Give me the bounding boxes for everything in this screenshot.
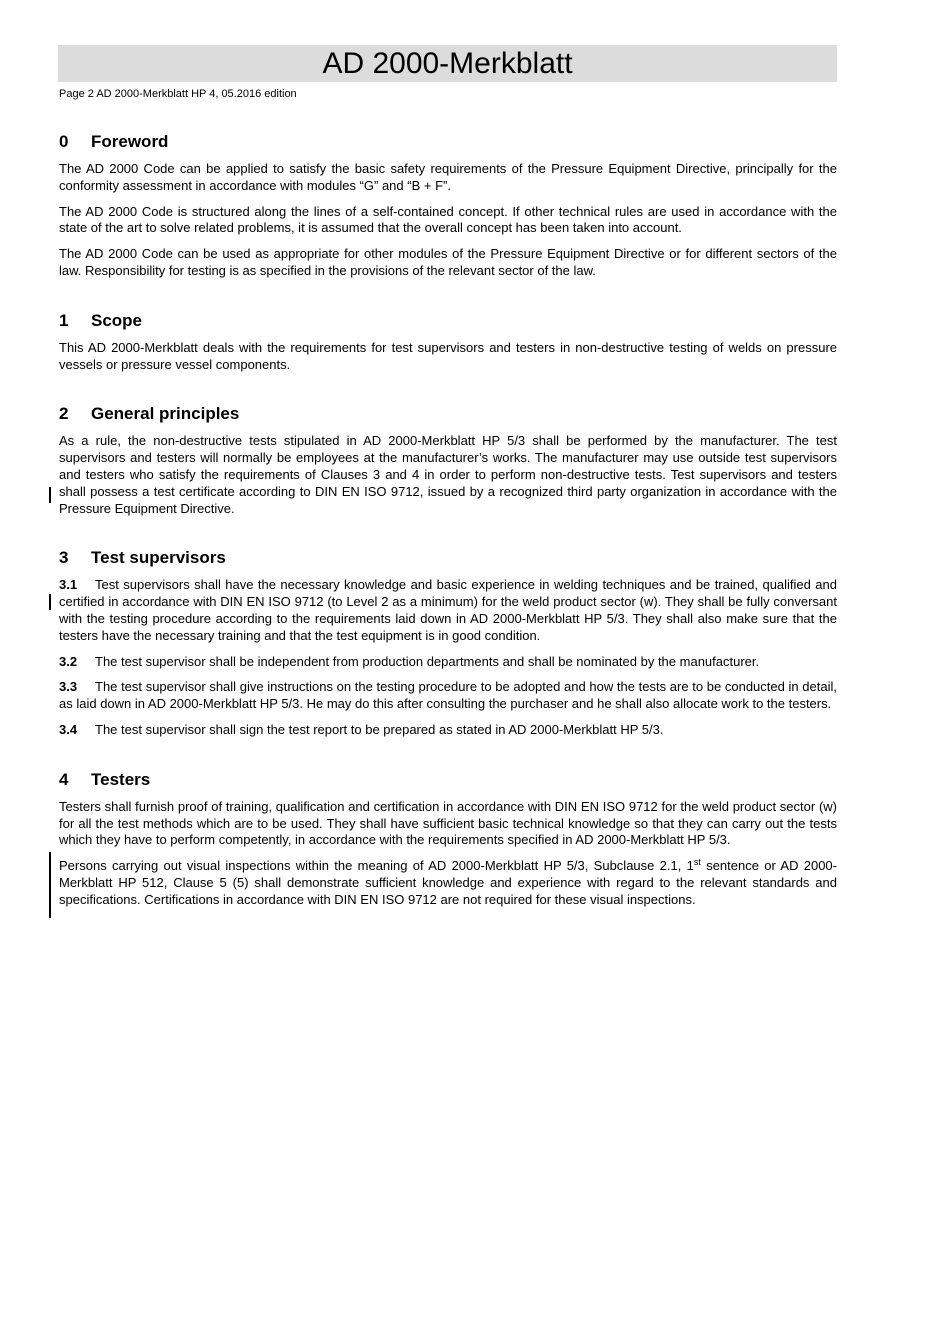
section-title: Foreword <box>91 132 169 151</box>
paragraph: The AD 2000 Code is structured along the lines of a self-contained concept. If other technical rules are used in accordance with the state of the art to solve related problems, it is assumed that the overall concept has been taken into account. <box>59 203 837 236</box>
section-number: 2 <box>59 404 69 424</box>
change-bar <box>49 852 51 918</box>
subclause-text: The test supervisor shall be independent from production departments and shall be nominated by the manufacturer. <box>95 653 760 669</box>
section-title: Test supervisors <box>91 548 226 568</box>
subclause <box>59 577 837 644</box>
section-heading <box>59 132 837 152</box>
subclause-number: 3.4 <box>59 721 78 737</box>
paragraph: The AD 2000 Code can be used as appropriate for other modules of the Pressure Equipment Directive or for different sectors of the law. Responsibility for testing is as specified in the provisions of the relevant sector of the law. <box>59 246 837 278</box>
paragraph-text: As a rule, the non-destructive tests stipulated in AD 2000-Merkblatt HP 5/3 shall be performed by the manufacturer. The test supervisors and testers will normally be employees at the manufacturer’s works. The manufacturer may use outside test supervisors and testers who satisfy the requirements of Clauses 3 and 4 in order to perform non-destructive tests. Test supervisors and testers shall possess a test certificate according to DIN EN ISO 9712, issued by a recognized third party organization in accordance with the Pressure Equipment Directive. <box>59 433 837 516</box>
subclause-number: 3.2 <box>59 653 78 669</box>
paragraph <box>59 433 837 517</box>
section-title: Testers <box>91 769 151 789</box>
section-heading <box>59 404 837 424</box>
paragraph: This AD 2000-Merkblatt deals with the requirements for test supervisors and testers in non-destructive testing of welds on pressure vessels or pressure vessel components. <box>59 339 837 372</box>
page-info: Page 2 AD 2000-Merkblatt HP 4, 05.2016 edition <box>59 88 297 100</box>
paragraph-text: sentence or AD 2000-Merkblatt HP 512, Clause 5 (5) shall demonstrate sufficient knowledge and experience with regard to the relevant standards and specifications. Certifications in accordance with DIN EN ISO 9712 are not required for these visual inspections. <box>59 858 837 907</box>
subclause-number: 3.3 <box>59 679 78 695</box>
superscript: st <box>693 857 701 868</box>
section-title: Scope <box>91 310 143 330</box>
subclause-number: 3.1 <box>59 577 78 593</box>
subclause-text: The test supervisor shall give instructions on the testing procedure to be adopted and how the tests are to be conducted in detail, as laid down in AD 2000-Merkblatt HP 5/3. He may do this after consulting the purchaser and he shall also allocate work to the testers. <box>59 679 837 712</box>
section-number: 3 <box>59 548 69 568</box>
subclause-text: The test supervisor shall sign the test report to be prepared as stated in AD 2000-Merkblatt HP 5/3. <box>95 721 664 737</box>
paragraph-text: Persons carrying out visual inspections within the meaning of AD 2000-Merkblatt HP 5/3, Subclause 2.1, 1 <box>59 858 694 874</box>
section-testers <box>59 770 837 909</box>
section-number: 4 <box>59 769 69 789</box>
section-foreword <box>59 132 837 280</box>
section-scope <box>59 311 837 374</box>
document-title: AD 2000-Merkblatt <box>58 45 837 82</box>
section-heading <box>59 548 837 568</box>
section-number: 0 <box>59 132 69 151</box>
section-heading <box>59 311 837 331</box>
subclause <box>59 679 837 713</box>
document-body <box>59 118 837 940</box>
section-test-supervisors <box>59 548 837 738</box>
section-general-principles <box>59 404 837 517</box>
paragraph <box>59 858 837 908</box>
change-bar <box>49 487 51 503</box>
subclause <box>59 722 837 739</box>
section-number: 1 <box>59 310 69 330</box>
subclause <box>59 654 837 671</box>
paragraph: Testers shall furnish proof of training, qualification and certification in accordance with DIN EN ISO 9712 for the weld product sector (w) for all the test methods which are to be used. They shall have sufficient basic technical knowledge so that they can carry out the tests which they have to perform competently, in accordance with the requirements specified in AD 2000-Merkblatt HP 5/3. <box>59 798 837 848</box>
change-bar <box>49 594 51 610</box>
section-heading <box>59 770 837 790</box>
paragraph: The AD 2000 Code can be applied to satisfy the basic safety requirements of the Pressure Equipment Directive, principally for the conformity assessment in accordance with modules “G” and “B + F”. <box>59 161 837 193</box>
subclause-text: Test supervisors shall have the necessary knowledge and basic experience in welding techniques and be trained, qualified and certified in accordance with DIN EN ISO 9712 (to Level 2 as a minimum) for the weld product sector (w). They shall be fully conversant with the testing procedure according to the requirements laid down in AD 2000-Merkblatt HP 5/3. They shall also make sure that the testers have the necessary training and that the test equipment is in good condition. <box>59 577 837 643</box>
section-title: General principles <box>91 404 240 424</box>
